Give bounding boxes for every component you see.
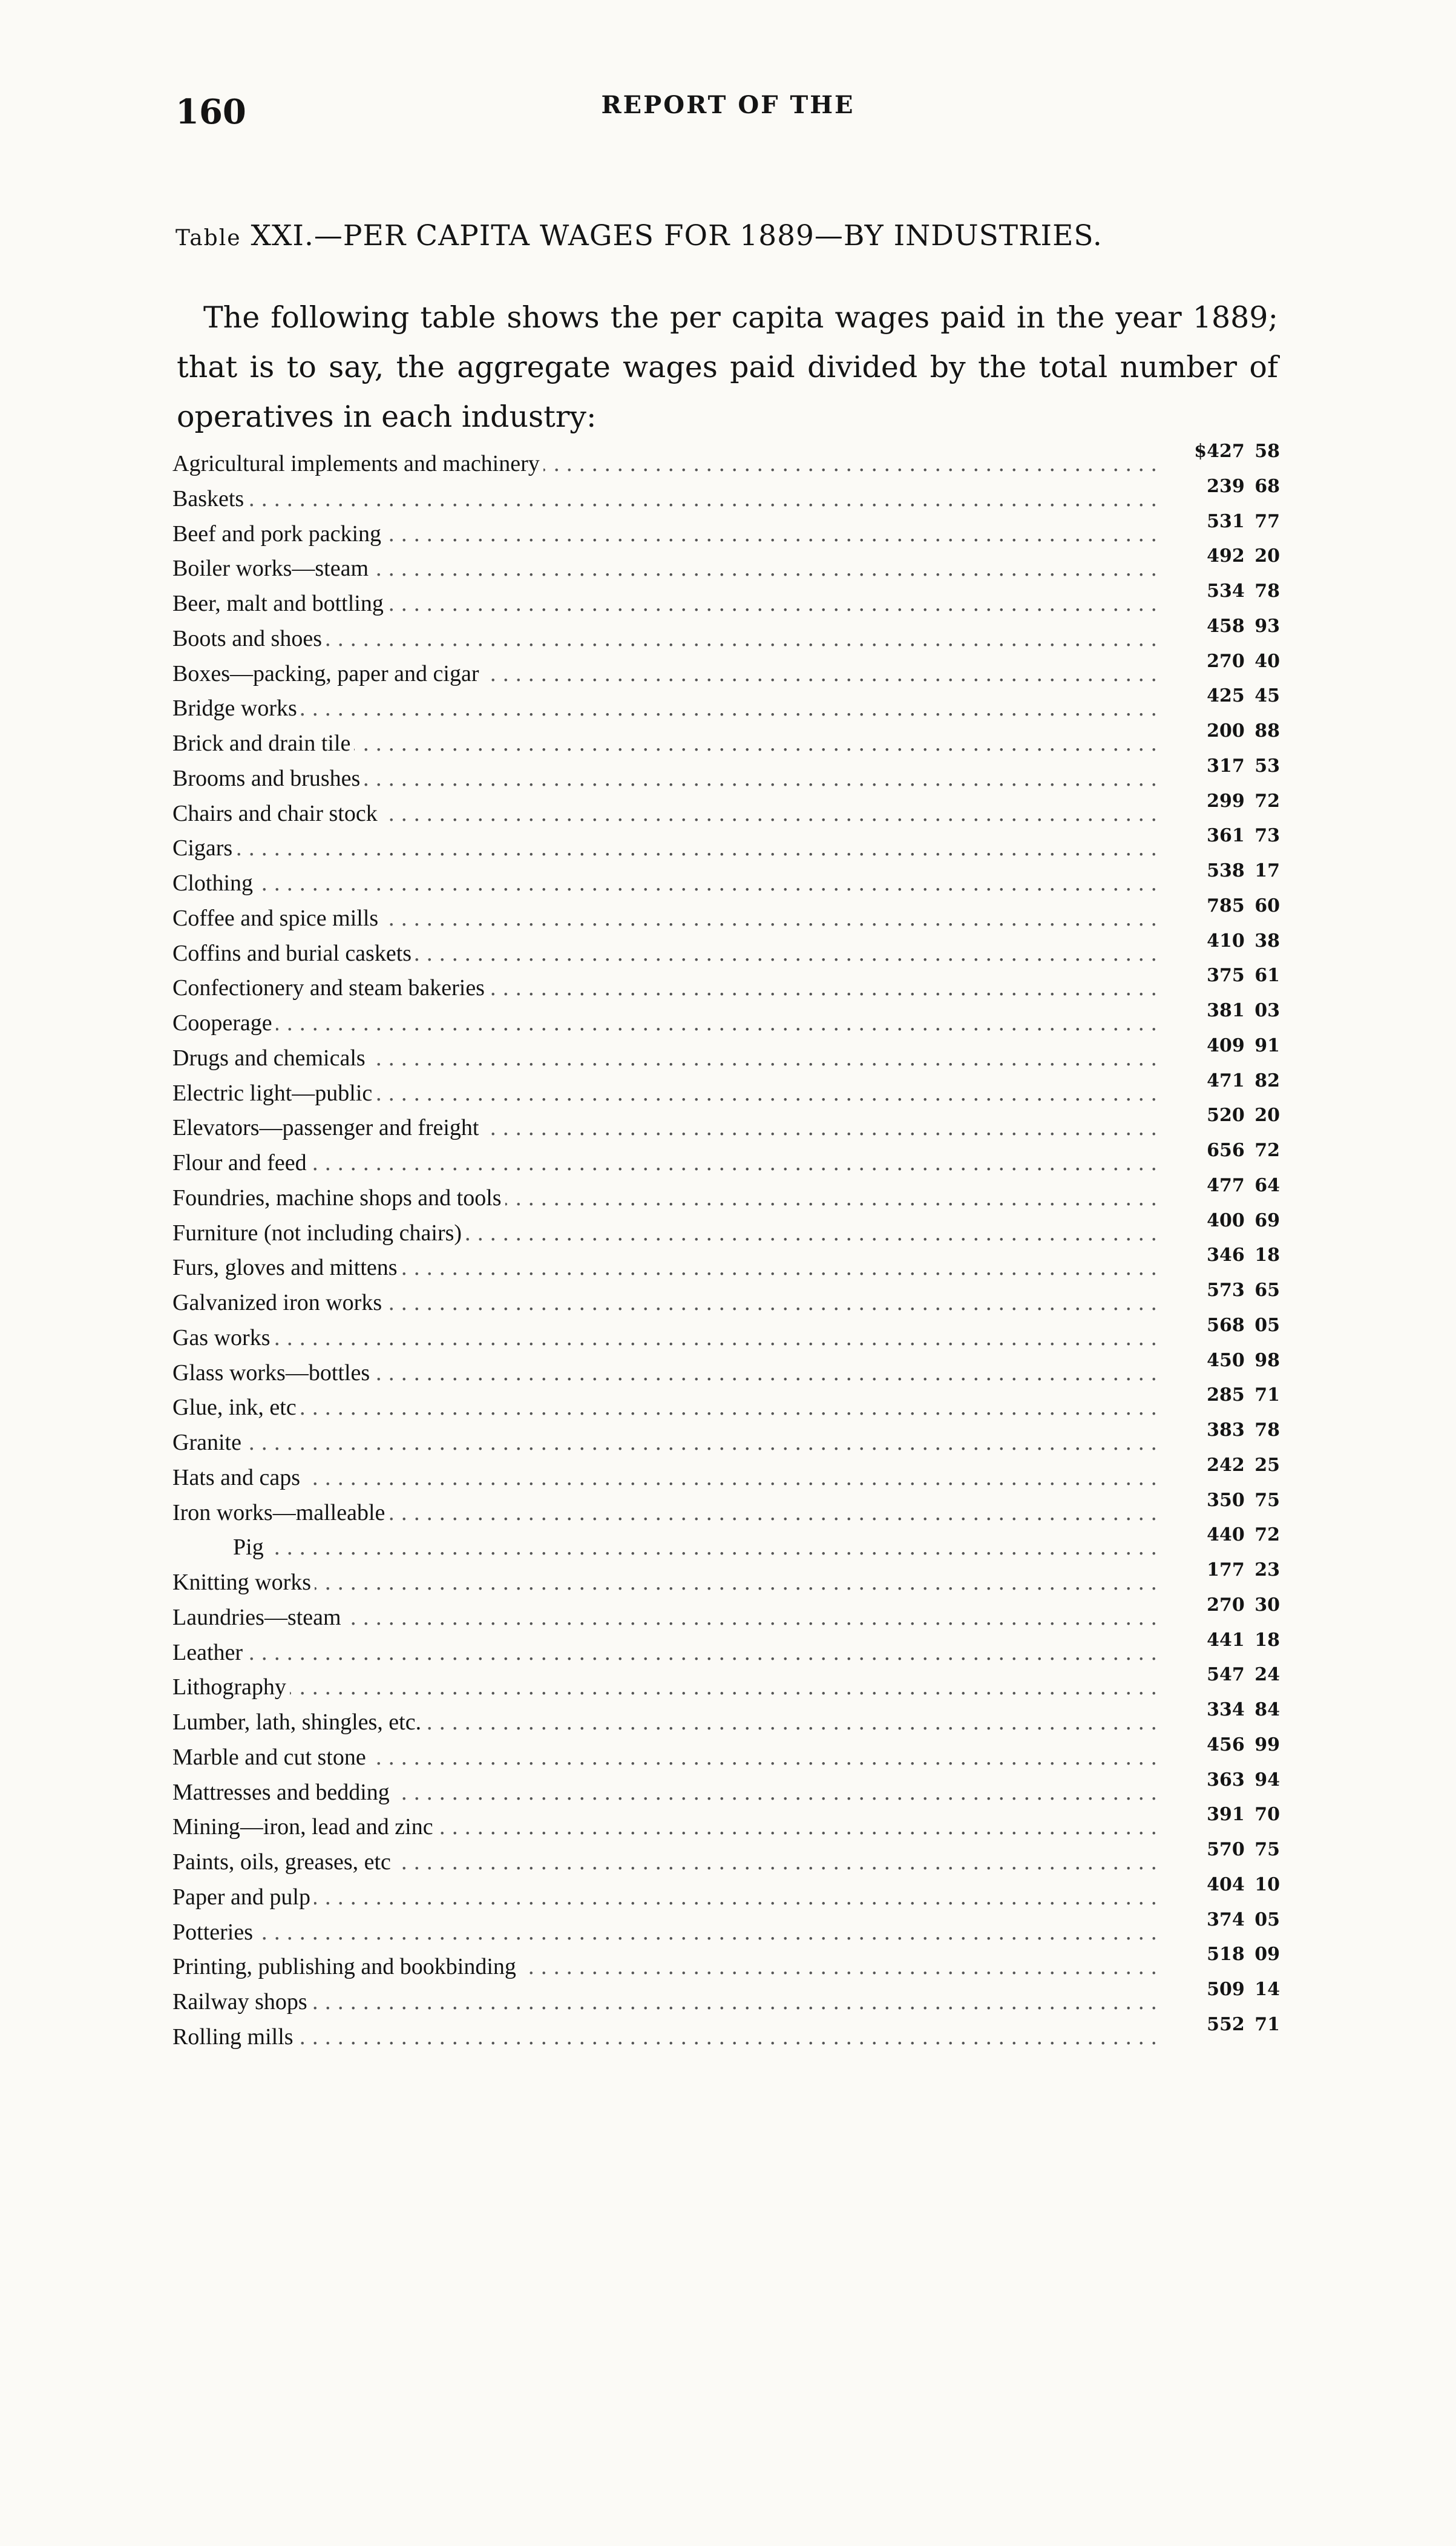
industry-label: [172, 975, 1165, 1001]
industry-name: Coffins and burial caskets: [172, 941, 415, 966]
industry-name: Rolling mills: [172, 2024, 297, 2050]
wage-value: 381 03: [1207, 1000, 1280, 1021]
wage-value: 531 77: [1207, 510, 1280, 532]
industry-label: [172, 835, 1165, 861]
wage-value: 317 53: [1207, 755, 1280, 777]
industry-label: [172, 1045, 1165, 1071]
industry-name: Iron works—malleable: [172, 1500, 389, 1525]
industry-label: [172, 660, 1165, 687]
industry-label: [172, 1953, 1165, 1980]
wage-value: 520 20: [1207, 1105, 1280, 1127]
wage-value: 471 82: [1207, 1070, 1280, 1091]
table-row: [172, 930, 1280, 969]
table-row: [172, 650, 1280, 689]
industry-label: [172, 1988, 1165, 2015]
industry-name: Elevators—passenger and freight: [172, 1115, 483, 1140]
wage-value: 573 65: [1207, 1280, 1280, 1301]
wage-value: $427 58: [1194, 441, 1280, 462]
wage-value: 383 78: [1207, 1419, 1280, 1441]
industry-name: Brooms and brushes: [172, 766, 364, 791]
table-row: [172, 685, 1280, 724]
wage-value: 477 64: [1207, 1174, 1280, 1196]
table-row: [172, 441, 1280, 479]
table-row: [172, 1594, 1280, 1633]
industry-name: Furniture (not including chairs): [172, 1220, 465, 1246]
industry-label: [172, 940, 1165, 967]
wage-value: 458 93: [1207, 615, 1280, 637]
table-row: [172, 1314, 1280, 1354]
industry-label: [172, 450, 1165, 477]
industry-name: Glass works—bottles: [172, 1360, 373, 1386]
industry-name: Brick and drain tile: [172, 731, 354, 756]
wage-value: 538 17: [1207, 860, 1280, 881]
industry-label: [172, 1220, 1165, 1246]
industry-label: [172, 905, 1165, 932]
wage-value: 350 75: [1207, 1489, 1280, 1511]
industry-name: Mining—iron, lead and zinc: [172, 1814, 437, 1840]
industry-name: Bridge works: [172, 696, 301, 721]
table-row: [172, 1384, 1280, 1423]
industry-label: [172, 1569, 1165, 1596]
industry-name: Clothing: [172, 870, 257, 896]
table-row: [172, 1524, 1280, 1563]
table-row: [172, 1629, 1280, 1668]
table-row: [172, 1699, 1280, 1738]
industry-name: Coffee and spice mills: [172, 906, 382, 931]
table-row: [172, 1209, 1280, 1249]
industry-name: Furs, gloves and mittens: [172, 1255, 401, 1280]
wage-value: 409 91: [1207, 1035, 1280, 1056]
industry-name: Leather: [172, 1640, 246, 1665]
wage-value: 346 18: [1207, 1245, 1280, 1266]
industry-label: [172, 625, 1165, 652]
industry-label: [172, 521, 1165, 547]
table-row: [172, 1664, 1280, 1703]
industry-name: Pig: [172, 1535, 267, 1560]
industry-name: Beef and pork packing: [172, 521, 385, 547]
industry-label: [172, 1919, 1165, 1946]
industry-name: Electric light—public: [172, 1081, 376, 1106]
industry-label: [172, 1849, 1165, 1875]
wage-value: 656 72: [1207, 1140, 1280, 1161]
wage-value: 492 20: [1207, 545, 1280, 567]
table-row: [172, 1769, 1280, 1808]
industry-label: [172, 1814, 1165, 1840]
table-row: [172, 1174, 1280, 1214]
table-row: [172, 1419, 1280, 1458]
industry-name: Marble and cut stone: [172, 1745, 370, 1770]
table-row: [172, 1804, 1280, 1843]
industry-name: Galvanized iron works: [172, 1290, 385, 1315]
industry-label: [172, 1604, 1165, 1631]
table-row: [172, 1454, 1280, 1493]
wage-value: 456 99: [1207, 1734, 1280, 1755]
running-head: REPORT OF THE: [601, 91, 855, 119]
industry-name: Laundries—steam: [172, 1605, 345, 1630]
industry-label: [172, 1674, 1165, 1700]
wage-value: 552 71: [1207, 2013, 1280, 2035]
wage-value: 785 60: [1207, 895, 1280, 916]
table-title: [175, 219, 1277, 252]
table-row: [172, 1979, 1280, 2018]
industry-name: Cigars: [172, 835, 236, 861]
wage-value: 441 18: [1207, 1629, 1280, 1651]
industry-label: [172, 1639, 1165, 1666]
wage-value: 534 78: [1207, 581, 1280, 602]
table-row: [172, 581, 1280, 619]
wage-value: 285 71: [1207, 1384, 1280, 1406]
table-row: [172, 860, 1280, 899]
wage-value: 334 84: [1207, 1699, 1280, 1720]
industry-name: Boiler works—steam: [172, 556, 372, 581]
industry-name: Glue, ink, etc: [172, 1395, 300, 1420]
table-row: [172, 1873, 1280, 1913]
table-row: [172, 1489, 1280, 1528]
industry-name: Potteries: [172, 1919, 257, 1945]
table-row: [172, 510, 1280, 550]
wage-value: 391 70: [1207, 1804, 1280, 1826]
table-row: [172, 1245, 1280, 1283]
industry-name: Boxes—packing, paper and cigar: [172, 661, 483, 686]
wage-value: 177 23: [1207, 1559, 1280, 1581]
industry-name: Gas works: [172, 1325, 274, 1350]
wage-value: 404 10: [1207, 1873, 1280, 1895]
table-row: [172, 475, 1280, 515]
industry-name: Granite: [172, 1430, 245, 1455]
wage-value: 239 68: [1207, 475, 1280, 497]
industry-label: [172, 870, 1165, 896]
industry-label: [172, 765, 1165, 792]
industry-label: [172, 1499, 1165, 1526]
table-row: [172, 755, 1280, 794]
table-row: [172, 1035, 1280, 1074]
industry-label: [172, 1185, 1165, 1211]
table-row: [172, 1349, 1280, 1389]
industry-name: Flour and feed: [172, 1150, 310, 1176]
wage-value: 518 09: [1207, 1944, 1280, 1965]
industry-name: Paper and pulp: [172, 1884, 314, 1910]
industry-label: [172, 1534, 1165, 1561]
industry-label: [172, 485, 1165, 512]
industry-label: [172, 1114, 1165, 1141]
industry-label: [172, 2024, 1165, 2050]
wage-value: 299 72: [1207, 790, 1280, 812]
industry-name: Printing, publishing and bookbinding: [172, 1954, 520, 1979]
table-row: [172, 1909, 1280, 1948]
industry-name: Lumber, lath, shingles, etc.: [172, 1709, 425, 1735]
industry-name: Mattresses and bedding: [172, 1780, 393, 1805]
table-row: [172, 965, 1280, 1004]
wage-value: 450 98: [1207, 1349, 1280, 1371]
table-title-text: XXI.—PER CAPITA WAGES FOR 1889—BY INDUSTRIES.: [251, 219, 1103, 252]
table-row: [172, 1559, 1280, 1598]
industry-label: [172, 730, 1165, 757]
industry-name: Boots and shoes: [172, 626, 326, 651]
table-row: [172, 790, 1280, 829]
table-row: [172, 1000, 1280, 1039]
industry-label: [172, 800, 1165, 827]
industry-label: [172, 695, 1165, 722]
wage-value: 570 75: [1207, 1839, 1280, 1860]
industry-label: [172, 1744, 1165, 1771]
wage-value: 509 14: [1207, 1979, 1280, 2000]
table-row: [172, 1944, 1280, 1982]
table-row: [172, 895, 1280, 934]
industry-label: [172, 1254, 1165, 1281]
table-row: [172, 2013, 1280, 2053]
industry-label: [172, 1709, 1165, 1735]
wage-value: 425 45: [1207, 685, 1280, 707]
industry-name: Agricultural implements and machinery: [172, 451, 543, 476]
industry-label: [172, 1884, 1165, 1910]
wage-value: 200 88: [1207, 720, 1280, 742]
industry-name: Knitting works: [172, 1570, 315, 1595]
industry-name: Chairs and chair stock: [172, 801, 381, 826]
wages-table: [172, 441, 1280, 2053]
industry-label: [172, 1010, 1165, 1036]
industry-label: [172, 1394, 1165, 1421]
wage-value: 361 73: [1207, 825, 1280, 847]
industry-label: [172, 1464, 1165, 1491]
table-row: [172, 1280, 1280, 1318]
industry-name: Confectionery and steam bakeries: [172, 975, 488, 1001]
industry-label: [172, 1324, 1165, 1351]
industry-name: Foundries, machine shops and tools: [172, 1185, 505, 1211]
wage-value: 270 30: [1207, 1594, 1280, 1616]
table-row: [172, 1140, 1280, 1179]
table-row: [172, 1839, 1280, 1878]
table-row: [172, 825, 1280, 864]
table-row: [172, 1070, 1280, 1109]
industry-label: [172, 1150, 1165, 1176]
wage-value: 440 72: [1207, 1524, 1280, 1546]
industry-name: Railway shops: [172, 1989, 311, 2015]
table-row: [172, 1105, 1280, 1143]
table-row: [172, 545, 1280, 584]
industry-label: [172, 1289, 1165, 1316]
industry-name: Cooperage: [172, 1010, 276, 1036]
wage-value: 547 24: [1207, 1664, 1280, 1686]
industry-label: [172, 1360, 1165, 1386]
wage-value: 242 25: [1207, 1454, 1280, 1476]
industry-name: Baskets: [172, 486, 248, 512]
table-row: [172, 1734, 1280, 1773]
page-number: 160: [175, 92, 246, 132]
intro-paragraph: The following table shows the per capita wages paid in the year 1889; that is to say, the aggregate wages paid divided by the total number of operatives in each industry:: [177, 300, 1278, 434]
industry-label: [172, 1779, 1165, 1806]
wage-value: 375 61: [1207, 965, 1280, 987]
wage-value: 374 05: [1207, 1909, 1280, 1930]
wage-value: 410 38: [1207, 930, 1280, 952]
industry-name: Hats and caps: [172, 1465, 304, 1490]
wage-value: 400 69: [1207, 1209, 1280, 1231]
table-row: [172, 615, 1280, 654]
wage-value: 363 94: [1207, 1769, 1280, 1791]
industry-name: Paints, oils, greases, etc: [172, 1849, 395, 1875]
table-row: [172, 720, 1280, 759]
industry-label: [172, 555, 1165, 582]
industry-label: [172, 1429, 1165, 1456]
industry-name: Drugs and chemicals: [172, 1045, 369, 1071]
industry-label: [172, 590, 1165, 617]
wage-value: 568 05: [1207, 1314, 1280, 1336]
table-title-prefix: Table: [175, 226, 241, 251]
industry-name: Beer, malt and bottling: [172, 591, 387, 616]
wage-value: 270 40: [1207, 650, 1280, 672]
industry-label: [172, 1080, 1165, 1107]
industry-name: Lithography: [172, 1674, 290, 1700]
